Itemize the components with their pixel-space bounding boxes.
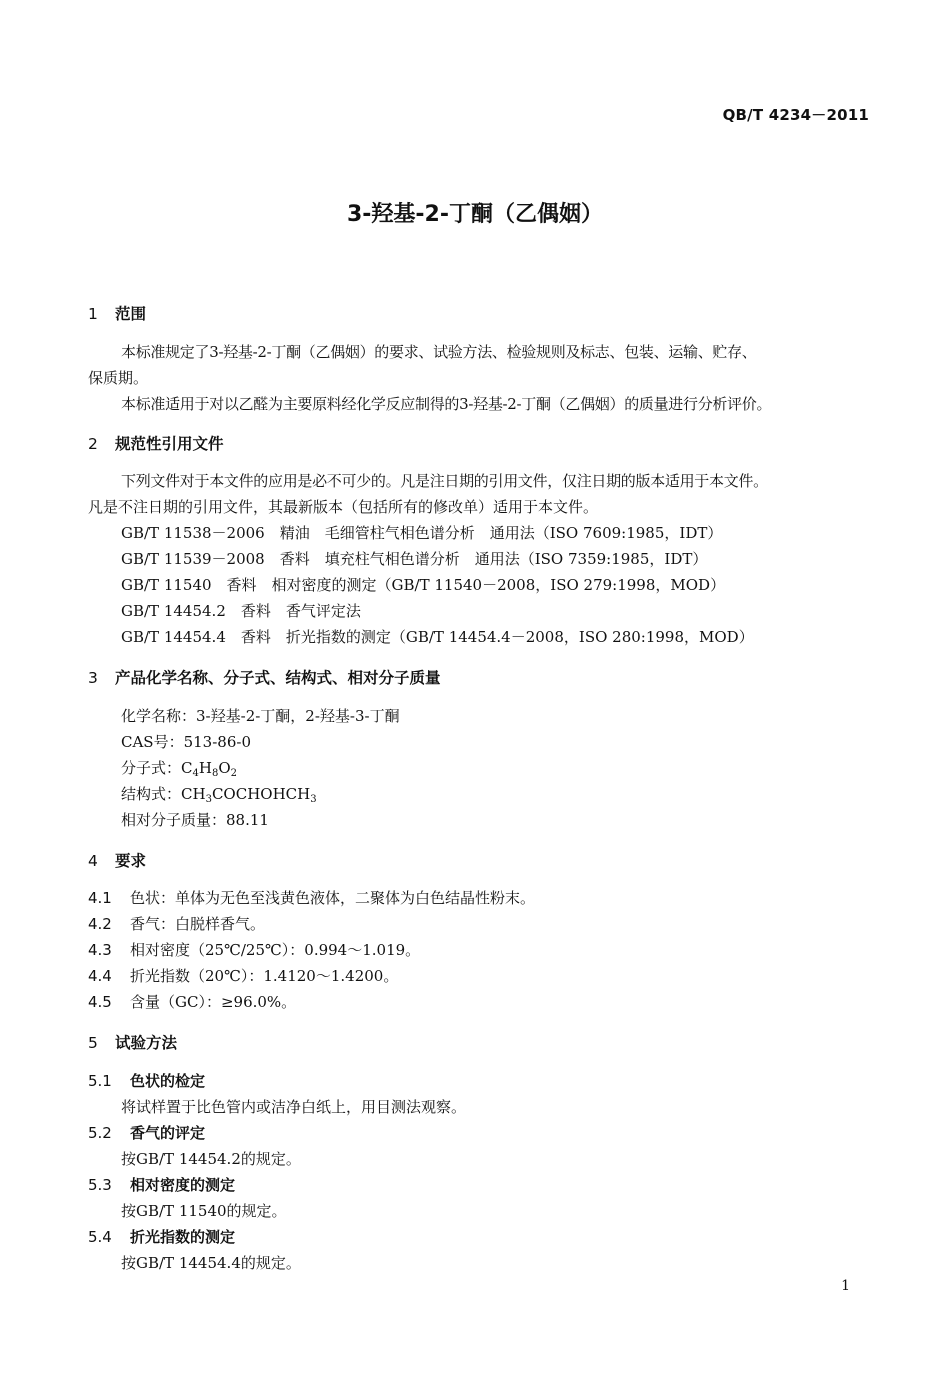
section-title: 产品化学名称、分子式、结构式、相对分子质量 — [115, 669, 441, 687]
clause-number: 4.2 — [88, 915, 112, 933]
section-number: 2 — [88, 435, 98, 453]
clause-title: 相对密度的测定 — [130, 1176, 236, 1194]
formula-subscript: 2 — [230, 768, 238, 779]
section-1-heading — [88, 302, 146, 324]
section-number: 3 — [88, 669, 98, 687]
clause-text: 相对密度（25℃/25℃）：0.994～1.019。 — [130, 941, 421, 959]
requirement-item — [88, 887, 535, 908]
clause-text: 折光指数（20℃）：1.4120～1.4200。 — [130, 967, 399, 985]
section-4-heading — [88, 849, 146, 871]
cas-label: CAS号： — [121, 733, 184, 751]
clause-number: 4.4 — [88, 967, 112, 985]
section-number: 5 — [88, 1034, 98, 1052]
chemical-name-value: 3-羟基-2-丁酮，2-羟基-3-丁酮 — [196, 707, 400, 725]
clause-title: 香气的评定 — [130, 1124, 206, 1142]
formula-element: C — [181, 759, 193, 777]
mass-value: 88.11 — [226, 811, 269, 829]
clause-number: 5.1 — [88, 1072, 112, 1090]
cas-value: 513-86-0 — [183, 733, 251, 751]
struct-part: CH — [181, 785, 206, 803]
clause-number: 4.5 — [88, 993, 112, 1011]
clause-title: 折光指数的测定 — [130, 1228, 236, 1246]
section-title: 规范性引用文件 — [115, 435, 224, 453]
reference-item: GB/T 14454.2 香料 香气评定法 — [121, 602, 361, 620]
method-text: 按GB/T 14454.4的规定。 — [121, 1254, 301, 1272]
struct-subscript: 3 — [205, 794, 212, 805]
section-3-heading — [88, 666, 441, 688]
structural-formula — [121, 783, 317, 804]
clause-text: 色状：单体为无色至浅黄色液体，二聚体为白色结晶性粉末。 — [130, 889, 536, 907]
section-number: 1 — [88, 305, 98, 323]
formula-subscript: 8 — [211, 768, 219, 779]
clause-text: 香气：白脱样香气。 — [130, 915, 266, 933]
scope-paragraph-1-cont: 保质期。 — [88, 369, 149, 387]
reference-item: GB/T 14454.4 香料 折光指数的测定（GB/T 14454.4－2008，ISO 280:1998，MOD） — [121, 628, 754, 646]
section-number: 4 — [88, 852, 98, 870]
section-2-heading — [88, 432, 224, 454]
formula-label: 分子式： — [121, 759, 182, 777]
molecular-mass — [121, 809, 269, 830]
method-heading — [88, 1070, 205, 1091]
references-intro-cont: 凡是不注日期的引用文件，其最新版本（包括所有的修改单）适用于本文件。 — [88, 498, 599, 516]
requirement-item — [88, 939, 420, 960]
clause-text: 含量（GC）：≥96.0%。 — [130, 993, 297, 1011]
requirement-item — [88, 991, 296, 1012]
section-title: 试验方法 — [115, 1034, 178, 1052]
method-text: 将试样置于比色管内或洁净白纸上，用目测法观察。 — [121, 1098, 467, 1116]
method-text: 按GB/T 11540的规定。 — [121, 1202, 287, 1220]
requirement-item — [88, 913, 265, 934]
standard-code: QB/T 4234－2011 — [722, 106, 869, 124]
clause-number: 5.3 — [88, 1176, 112, 1194]
formula-subscript: 4 — [192, 768, 199, 779]
method-text: 按GB/T 14454.2的规定。 — [121, 1150, 301, 1168]
molecular-formula — [121, 757, 237, 778]
method-heading — [88, 1226, 235, 1247]
mass-label: 相对分子质量： — [121, 811, 227, 829]
clause-number: 5.2 — [88, 1124, 112, 1142]
section-5-heading — [88, 1031, 177, 1053]
reference-item: GB/T 11538－2006 精油 毛细管柱气相色谱分析 通用法（ISO 7609:1985，IDT） — [121, 524, 723, 542]
clause-number: 4.3 — [88, 941, 112, 959]
struct-label: 结构式： — [121, 785, 182, 803]
section-title: 要求 — [115, 852, 147, 870]
references-intro: 下列文件对于本文件的应用是必不可少的。凡是注日期的引用文件，仅注日期的版本适用于本文件。 — [121, 472, 768, 490]
requirement-item — [88, 965, 398, 986]
reference-item: GB/T 11539－2008 香料 填充柱气相色谱分析 通用法（ISO 7359:1985，IDT） — [121, 550, 708, 568]
method-heading — [88, 1174, 235, 1195]
chemical-name — [121, 705, 400, 726]
cas-number — [121, 731, 251, 752]
formula-element: H — [198, 759, 212, 777]
clause-number: 4.1 — [88, 889, 112, 907]
reference-item: GB/T 11540 香料 相对密度的测定（GB/T 11540－2008，ISO 279:1998，MOD） — [121, 576, 726, 594]
section-title: 范围 — [115, 305, 147, 323]
page-number: 1 — [841, 1278, 850, 1294]
struct-part: COCHOHCH — [211, 785, 311, 803]
document-title: 3-羟基-2-丁酮（乙偶姻） — [346, 202, 603, 227]
method-heading — [88, 1122, 205, 1143]
clause-number: 5.4 — [88, 1228, 112, 1246]
scope-paragraph-2: 本标准适用于对以乙醛为主要原料经化学反应制得的3-羟基-2-丁酮（乙偶姻）的质量进行分析评价。 — [121, 395, 772, 413]
struct-subscript: 3 — [310, 794, 317, 805]
chemical-name-label: 化学名称： — [121, 707, 197, 725]
scope-paragraph-1: 本标准规定了3-羟基-2-丁酮（乙偶姻）的要求、试验方法、检验规则及标志、包装、运输、贮存、 — [121, 343, 757, 361]
clause-title: 色状的检定 — [130, 1072, 206, 1090]
formula-element: O — [218, 759, 231, 777]
